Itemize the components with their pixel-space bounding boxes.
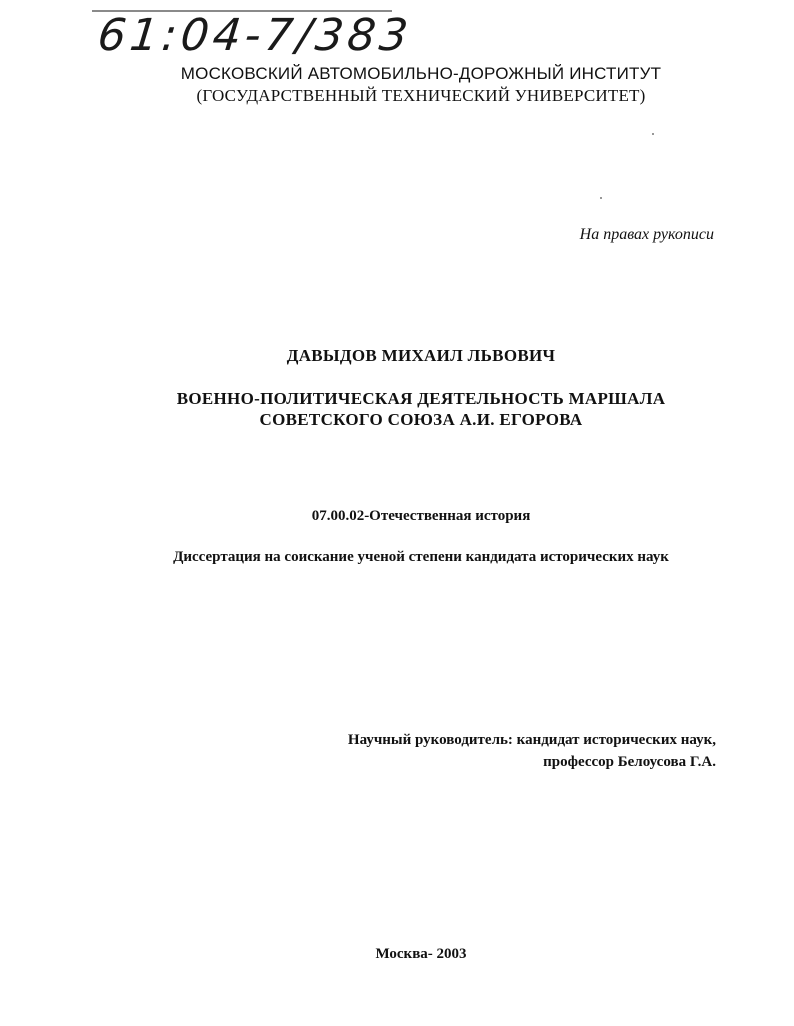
city-year: Москва- 2003 [375, 946, 467, 962]
handwritten-archive-number [92, 8, 432, 68]
degree-statement: Диссертация на соискание ученой степени кандидата исторических наук [173, 549, 669, 565]
dissertation-title-line-2: СОВЕТСКОГО СОЮЗА А.И. ЕГОРОВА [259, 410, 583, 429]
dissertation-title-line-1: ВОЕННО-ПОЛИТИЧЕСКАЯ ДЕЯТЕЛЬНОСТЬ МАРШАЛА [176, 389, 666, 408]
specialty-code: 07.00.02-Отечественная история [311, 508, 531, 524]
scan-speck [600, 197, 602, 199]
institute-name: МОСКОВСКИЙ АВТОМОБИЛЬНО-ДОРОЖНЫЙ ИНСТИТУТ [180, 64, 662, 83]
scan-speck [652, 133, 654, 135]
rights-note: На правах рукописи [579, 226, 714, 243]
supervisor-line-2: профессор Белоусова Г.А. [543, 754, 716, 770]
institute-subtitle: (ГОСУДАРСТВЕННЫЙ ТЕХНИЧЕСКИЙ УНИВЕРСИТЕТ) [196, 86, 646, 105]
supervisor-line-1: Научный руководитель: кандидат исторических наук, [347, 732, 716, 748]
archive-number-text: 61:04-7/383 [95, 10, 415, 61]
author-name: ДАВЫДОВ МИХАИЛ ЛЬВОВИЧ [286, 346, 556, 365]
